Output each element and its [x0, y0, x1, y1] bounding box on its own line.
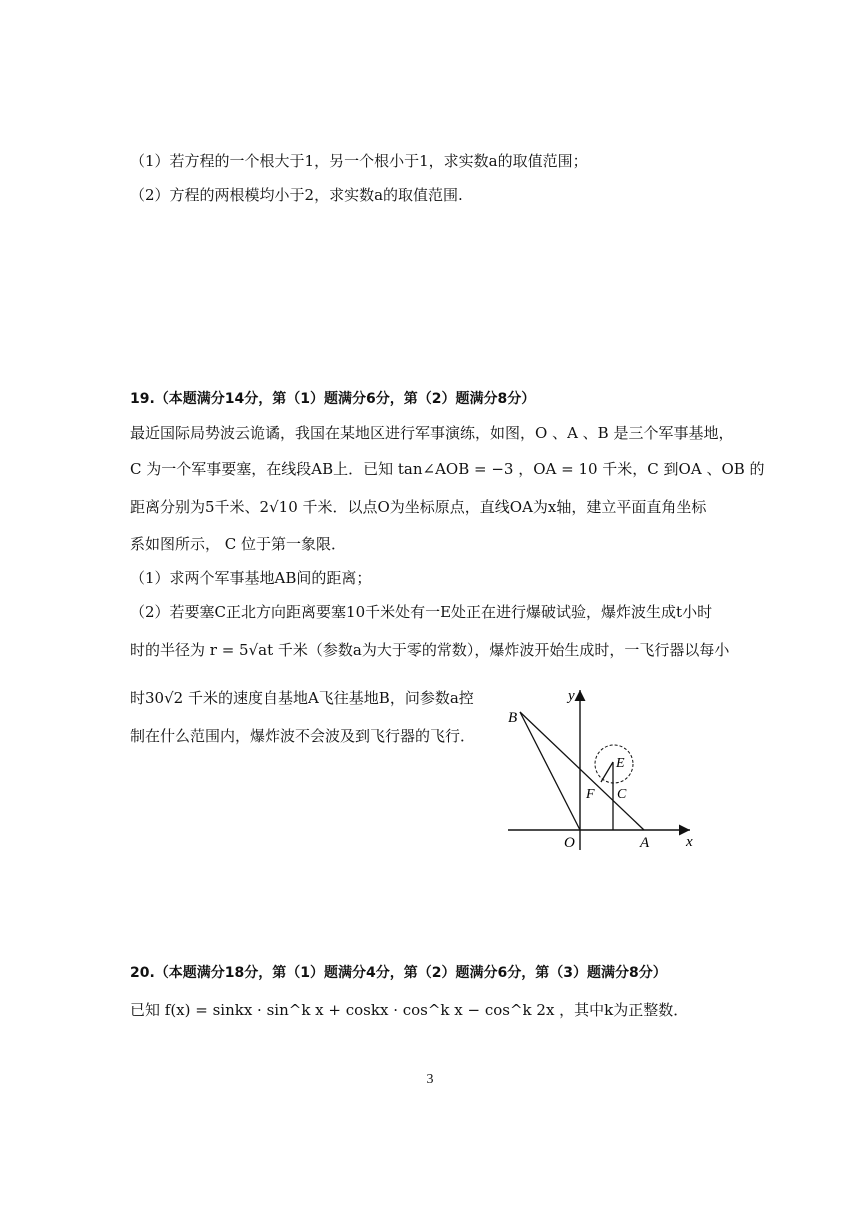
q19-figure — [500, 684, 700, 854]
q19-part2-line1: （2）若要塞C正北方向距离要塞10千米处有一E处正在进行爆破试验，爆炸波生成t小时 — [130, 603, 713, 621]
label-A: A — [640, 835, 650, 851]
q19-part1: （1）求两个军事基地AB间的距离； — [130, 569, 372, 587]
q19-line4: 系如图所示， C 位于第一象限． — [130, 535, 347, 553]
label-F: F — [586, 787, 595, 802]
label-C: C — [617, 787, 627, 802]
q18-part2-text: （2）方程的两根模均小于2，求实数a的取值范围. — [130, 186, 463, 204]
label-E: E — [616, 756, 625, 771]
label-x: x — [686, 834, 693, 850]
label-y: y — [568, 688, 575, 704]
q19-line3: 距离分别为5千米、2√10 千米．以点O为坐标原点，直线OA为x轴，建立平面直角坐标 — [130, 498, 707, 516]
q19-heading: 19.（本题满分14分，第（1）题满分6分，第（2）题满分8分） — [130, 391, 536, 407]
page-number: 3 — [426, 1072, 434, 1087]
q20-line1: 已知 f(x) = sinkx · sin^k x + coskx · cos^k x − cos^k 2x ，其中k为正整数． — [130, 1001, 689, 1019]
q18-part2 — [130, 185, 463, 205]
q19-part2-line3: 时30√2 千米的速度自基地A飞往基地B，问参数a控 — [130, 689, 474, 707]
q19-line1: 最近国际局势波云诡谲，我国在某地区进行军事演练，如图，O 、A 、B 是三个军事基地， — [130, 424, 734, 442]
q19-part2-line2: 时的半径为 r = 5√at 千米（参数a为大于零的常数），爆炸波开始生成时，一飞行器以每小 — [130, 641, 730, 659]
q18-part1 — [130, 151, 588, 171]
label-O: O — [564, 835, 575, 851]
segment-BO — [520, 712, 580, 830]
q20-heading: 20.（本题满分18分，第（1）题满分4分，第（2）题满分6分，第（3）题满分8分） — [130, 965, 667, 981]
segment-BA — [520, 712, 644, 830]
label-B: B — [508, 710, 518, 726]
q19-part2-line4: 制在什么范围内，爆炸波不会波及到飞行器的飞行． — [130, 727, 476, 745]
q19-line2: C 为一个军事要塞，在线段AB上．已知 tan∠AOB = −3 ，OA = 10 千米，C 到OA 、OB 的 — [130, 460, 765, 478]
blast-circle — [595, 745, 633, 783]
q18-part1-text: （1）若方程的一个根大于1，另一个根小于1，求实数a的取值范围； — [130, 152, 588, 170]
